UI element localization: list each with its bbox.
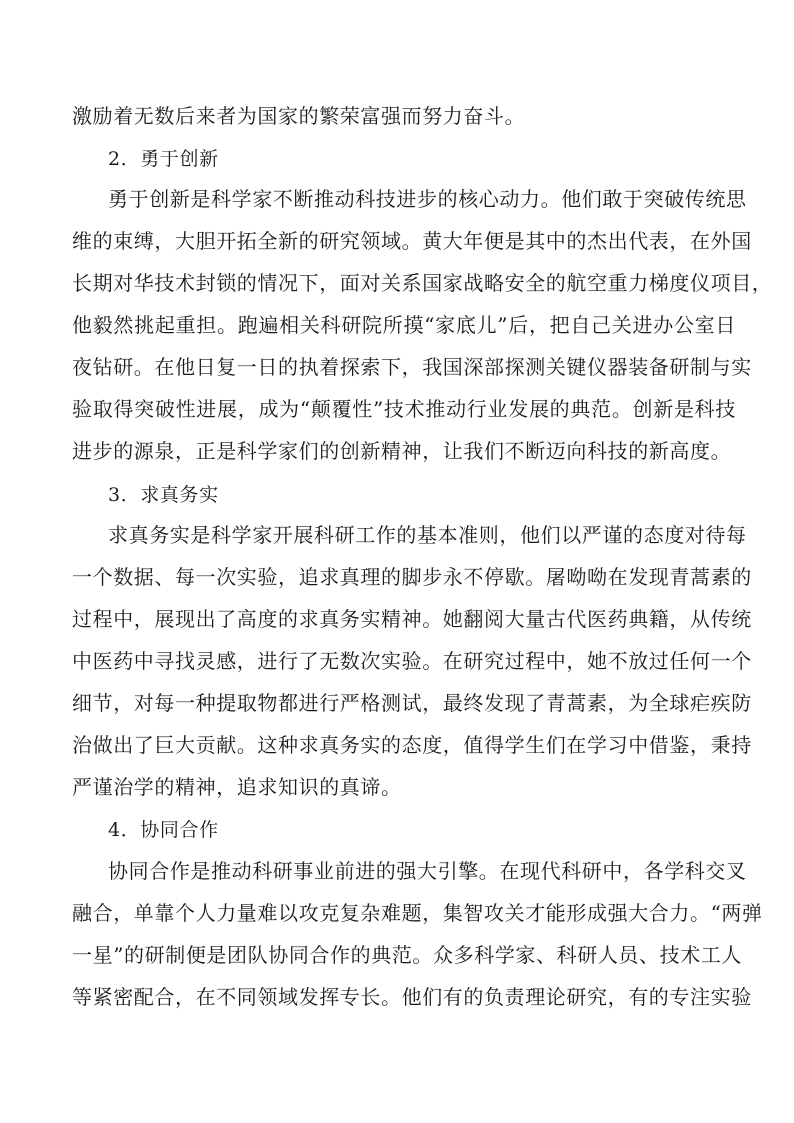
paragraph-line: 勇于创新是科学家不断推动科技进步的核心动力。他们敢于突破传统思 <box>108 187 747 211</box>
paragraph-line: 求真务实是科学家开展科研工作的基本准则，他们以严谨的态度对待每 <box>108 523 747 547</box>
paragraph-line: 过程中，展现出了高度的求真务实精神。她翻阅大量古代医药典籍，从传统 <box>72 607 752 631</box>
paragraph-line: 长期对华技术封锁的情况下，面对关系国家战略安全的航空重力梯度仪项目， <box>72 271 773 295</box>
section-heading-truth-seeking: 3．求真务实 <box>108 484 219 506</box>
paragraph-line: 一星”的研制便是团队协同合作的典范。众多科学家、科研人员、技术工人 <box>72 943 743 967</box>
paragraph-line: 验取得突破性进展，成为“颠覆性”技术推动行业发展的典范。创新是科技 <box>72 397 736 421</box>
paragraph-line: 夜钻研。在他日复一日的执着探索下，我国深部探测关键仪器装备研制与实 <box>72 355 752 379</box>
section-heading-innovation: 2．勇于创新 <box>108 148 219 170</box>
paragraph-line: 严谨治学的精神，追求知识的真谛。 <box>72 775 402 799</box>
section-heading-collaboration: 4．协同合作 <box>108 819 219 841</box>
paragraph-line: 细节，对每一种提取物都进行严格测试，最终发现了青蒿素，为全球疟疾防 <box>72 691 752 715</box>
paragraph-line: 中医药中寻找灵感，进行了无数次实验。在研究过程中，她不放过任何一个 <box>72 649 752 673</box>
paragraph-line: 维的束缚，大胆开拓全新的研究领域。黄大年便是其中的杰出代表，在外国 <box>72 229 752 253</box>
paragraph-line: 进步的源泉，正是科学家们的创新精神，让我们不断迈向科技的新高度。 <box>72 439 732 463</box>
paragraph-line: 他毅然挑起重担。跑遍相关科研院所摸“家底儿”后，把自己关进办公室日 <box>72 313 736 337</box>
paragraph-line: 等紧密配合，在不同领域发挥专长。他们有的负责理论研究，有的专注实验 <box>72 985 752 1009</box>
paragraph-tail-line: 激励着无数后来者为国家的繁荣富强而努力奋斗。 <box>72 104 526 128</box>
paragraph-line: 治做出了巨大贡献。这种求真务实的态度，值得学生们在学习中借鉴，秉持 <box>72 733 752 757</box>
paragraph-line: 一个数据、每一次实验，追求真理的脚步永不停歇。屠呦呦在发现青蒿素的 <box>72 565 752 589</box>
paragraph-line: 协同合作是推动科研事业前进的强大引擎。在现代科研中，各学科交叉 <box>108 859 747 883</box>
paragraph-line: 融合，单靠个人力量难以攻克复杂难题，集智攻关才能形成强大合力。“两弹 <box>72 901 763 925</box>
